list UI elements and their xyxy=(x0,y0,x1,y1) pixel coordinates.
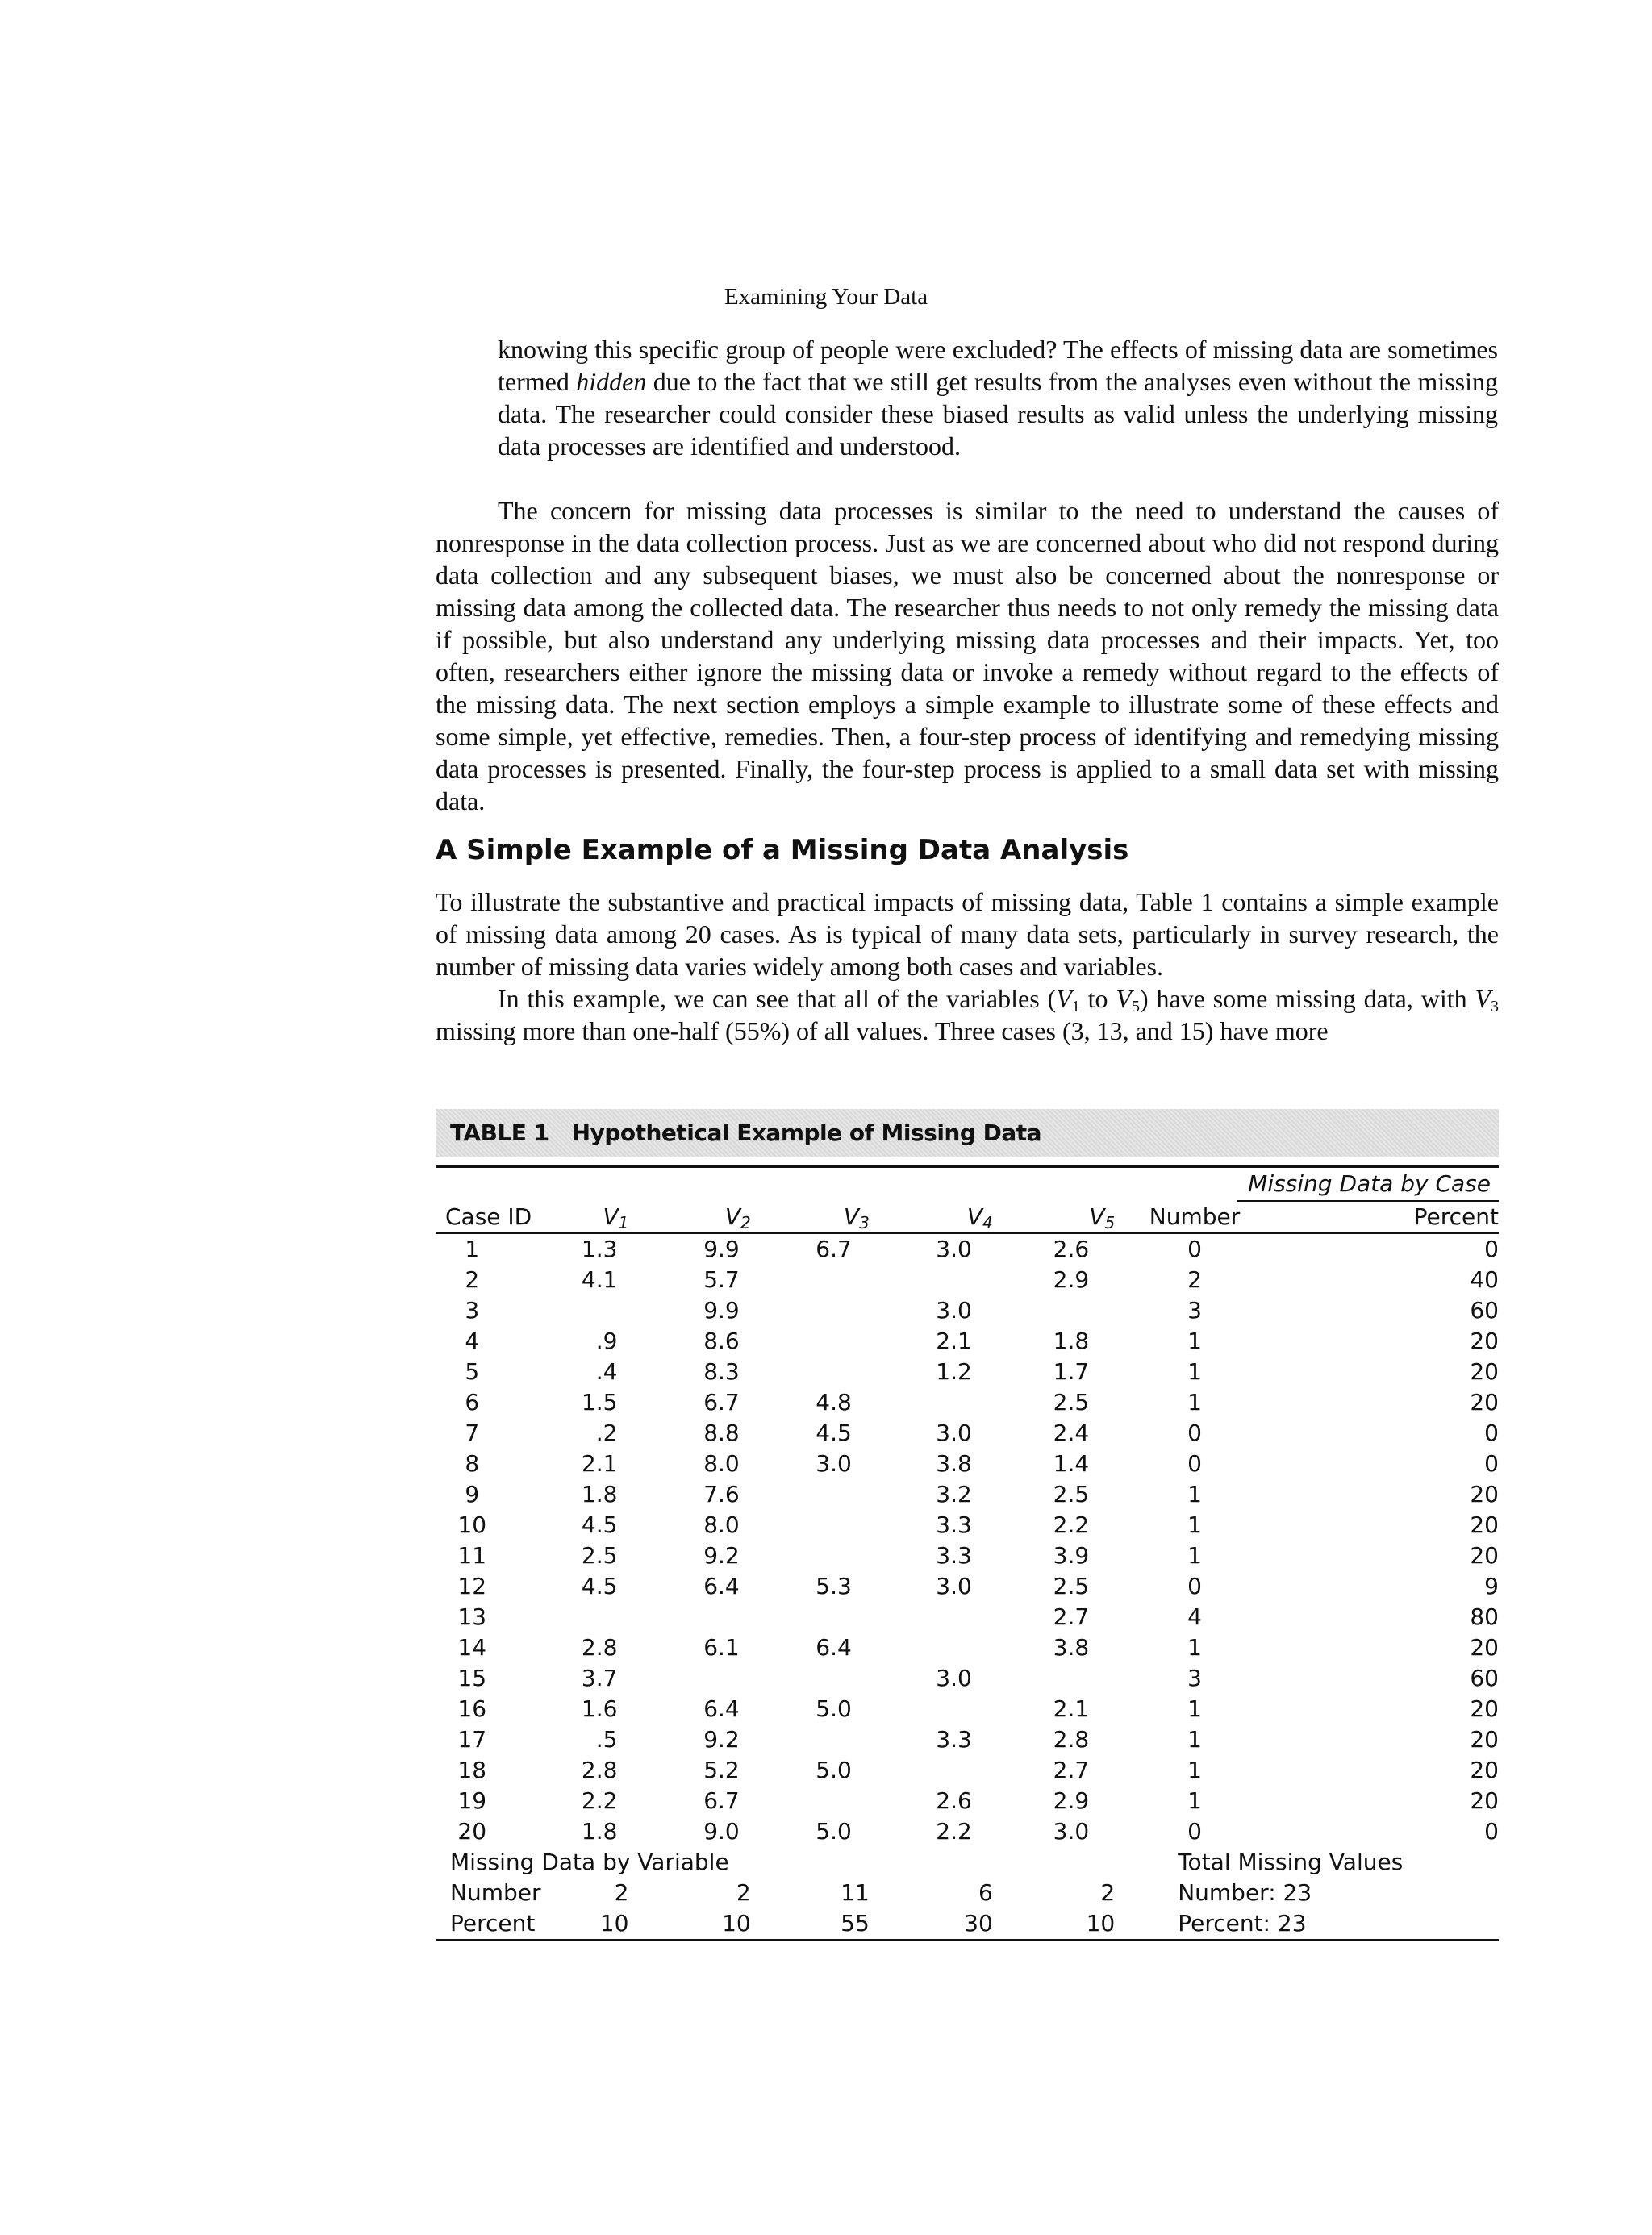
header-percent: Percent xyxy=(1274,1202,1499,1233)
cell-v4 xyxy=(870,1265,993,1295)
summary-number-v3: 11 xyxy=(841,1879,870,1906)
cell-missing-percent: 20 xyxy=(1470,1481,1499,1507)
cell-case-id: 10 xyxy=(457,1512,487,1538)
cell-missing-percent: 20 xyxy=(1470,1757,1499,1783)
cell-missing-number: 1 xyxy=(1187,1389,1202,1416)
cell-v5: 2.9 xyxy=(1053,1787,1090,1814)
cell-v3: 6.7 xyxy=(816,1236,852,1262)
cell-v1: 2.1 xyxy=(581,1450,618,1477)
cell-missing-percent: 60 xyxy=(1470,1297,1499,1324)
cell-v2: 8.6 xyxy=(703,1328,740,1354)
text-run: knowing this specific group of people were excluded? The effects of missing data are sometimes termed xyxy=(498,335,1498,396)
cell-v5: 3.0 xyxy=(1053,1818,1090,1845)
paragraph-example-detail xyxy=(436,982,1499,1047)
cell-v2: 6.7 xyxy=(703,1389,740,1416)
cell-v2: 5.2 xyxy=(703,1757,740,1783)
cell-v3 xyxy=(751,1602,870,1632)
cell-missing-number: 1 xyxy=(1187,1726,1202,1753)
cell-missing-number: 3 xyxy=(1187,1665,1202,1691)
cell-missing-number: 1 xyxy=(1187,1512,1202,1538)
table-header-row xyxy=(436,1202,1499,1233)
cell-v5: 3.8 xyxy=(1053,1634,1090,1661)
text-run: ) have some missing data, with xyxy=(1139,984,1475,1013)
cell-missing-number: 1 xyxy=(1187,1328,1202,1354)
cell-missing-percent: 80 xyxy=(1470,1603,1499,1630)
text-run: to xyxy=(1079,984,1116,1013)
text-run: In this example, we can see that all of the variables ( xyxy=(498,984,1057,1013)
cell-v5: 2.8 xyxy=(1053,1726,1090,1753)
cell-v2 xyxy=(628,1663,750,1694)
header-var-subscript: 1 xyxy=(618,1213,629,1232)
cell-v5: 2.5 xyxy=(1053,1389,1090,1416)
cell-missing-number: 1 xyxy=(1187,1757,1202,1783)
header-v4 xyxy=(870,1202,993,1233)
cell-case-id: 12 xyxy=(457,1573,487,1599)
cell-v2: 9.2 xyxy=(703,1726,740,1753)
cell-v5: 2.5 xyxy=(1053,1481,1090,1507)
header-v1 xyxy=(540,1202,628,1233)
cell-v1: .5 xyxy=(595,1726,618,1753)
cell-v1: 1.8 xyxy=(581,1818,618,1845)
text-run: missing more than one-half (55%) of all values. Three cases (3, 13, and 15) have more xyxy=(436,1016,1329,1045)
cell-case-id: 4 xyxy=(465,1328,480,1354)
cell-case-id: 14 xyxy=(457,1634,487,1661)
cell-v2: 8.0 xyxy=(703,1512,740,1538)
table-spanner-row xyxy=(436,1167,1499,1203)
cell-v4: 3.0 xyxy=(936,1420,972,1446)
cell-case-id: 15 xyxy=(457,1665,487,1691)
table-row xyxy=(436,1233,1499,1265)
cell-v3 xyxy=(751,1479,870,1510)
cell-v5: 1.4 xyxy=(1053,1450,1090,1477)
table-row xyxy=(436,1265,1499,1295)
cell-missing-percent: 20 xyxy=(1470,1634,1499,1661)
table-row xyxy=(436,1326,1499,1357)
cell-v1: 3.7 xyxy=(581,1665,618,1691)
cell-missing-number: 1 xyxy=(1187,1481,1202,1507)
cell-v2: 5.7 xyxy=(703,1266,740,1293)
cell-missing-number: 0 xyxy=(1187,1818,1202,1845)
running-head: Examining Your Data xyxy=(724,284,928,310)
summary-number-row xyxy=(436,1878,1499,1908)
header-var-letter: V xyxy=(603,1203,619,1230)
cell-missing-number: 1 xyxy=(1187,1634,1202,1661)
cell-missing-number: 1 xyxy=(1187,1787,1202,1814)
text-run: due to the fact that we still get results from the analyses even without the missing data. The researcher could consider these biased results as valid unless the underlying missing data processes are identified and understood. xyxy=(498,367,1499,461)
cell-v4 xyxy=(870,1755,993,1786)
cell-v5 xyxy=(993,1295,1115,1326)
cell-v5 xyxy=(993,1663,1115,1694)
cell-v3 xyxy=(751,1357,870,1387)
table-row xyxy=(436,1510,1499,1541)
cell-v4: 3.8 xyxy=(936,1450,972,1477)
table-caption-title: Hypothetical Example of Missing Data xyxy=(571,1120,1042,1146)
cell-case-id: 7 xyxy=(465,1420,480,1446)
header-number: Number xyxy=(1115,1202,1274,1233)
cell-case-id: 3 xyxy=(465,1297,480,1324)
cell-case-id: 1 xyxy=(465,1236,480,1262)
paragraph-missing-data-processes: The concern for missing data processes is similar to the need to understand the causes of nonresponse in the data collection process. Just as we are concerned about who did not respond during data collection and any subsequent biases, we must also be concerned about the nonresponse or missing data among the collected data. The researcher thus needs to not only remedy the missing data if possible, but also understand any underlying missing data processes and their impacts. Yet, too often, researchers either ignore the missing data or invoke a remedy without regard to the effects of the missing data. The next section employs a simple example to illustrate some of these effects and some simple, yet effective, remedies. Then, a four-step process of identifying and remedying missing data processes is presented. Finally, the four-step process is applied to a small data set with missing data. xyxy=(436,496,1499,815)
cell-v1: 4.1 xyxy=(581,1266,618,1293)
paragraph-example-intro: To illustrate the substantive and practical impacts of missing data, Table 1 contains a simple example of missing data among 20 cases. As is typical of many data sets, particularly in survey research, the number of missing data varies widely among both cases and variables. xyxy=(436,887,1499,981)
cell-v5: 2.4 xyxy=(1053,1420,1090,1446)
cell-missing-percent: 20 xyxy=(1470,1328,1499,1354)
cell-v4: 3.3 xyxy=(936,1726,972,1753)
cell-v2: 8.3 xyxy=(703,1358,740,1385)
cell-v4: 3.0 xyxy=(936,1665,972,1691)
cell-v5: 2.7 xyxy=(1053,1603,1090,1630)
table-row xyxy=(436,1541,1499,1571)
cell-v4: 3.0 xyxy=(936,1573,972,1599)
cell-v5: 2.7 xyxy=(1053,1757,1090,1783)
table-row xyxy=(436,1816,1499,1847)
cell-missing-number: 0 xyxy=(1187,1420,1202,1446)
cell-v4: 3.2 xyxy=(936,1481,972,1507)
summary-total-percent: Percent: 23 xyxy=(1178,1910,1307,1937)
cell-missing-number: 0 xyxy=(1187,1573,1202,1599)
table-row xyxy=(436,1755,1499,1786)
emphasis-hidden: hidden xyxy=(576,367,647,396)
cell-v4 xyxy=(870,1694,993,1724)
paragraph-continued xyxy=(498,333,1498,462)
table-row xyxy=(436,1295,1499,1326)
cell-case-id: 5 xyxy=(465,1358,480,1385)
table-row xyxy=(436,1602,1499,1632)
var-subscript: 1 xyxy=(1071,998,1080,1015)
cell-v3: 6.4 xyxy=(816,1634,852,1661)
cell-v5: 1.7 xyxy=(1053,1358,1090,1385)
summary-number-v4: 6 xyxy=(978,1879,993,1906)
cell-v3: 5.0 xyxy=(816,1818,852,1845)
summary-number-v5: 2 xyxy=(1100,1879,1116,1906)
cell-v1: .2 xyxy=(595,1420,618,1446)
table-row xyxy=(436,1418,1499,1449)
cell-v5: 1.8 xyxy=(1053,1328,1090,1354)
cell-missing-percent: 20 xyxy=(1470,1787,1499,1814)
cell-case-id: 16 xyxy=(457,1695,487,1722)
cell-v1: 2.8 xyxy=(581,1634,618,1661)
cell-v2: 8.0 xyxy=(703,1450,740,1477)
cell-v3: 4.5 xyxy=(816,1420,852,1446)
cell-v2: 9.0 xyxy=(703,1818,740,1845)
cell-v2: 9.9 xyxy=(703,1297,740,1324)
cell-missing-number: 0 xyxy=(1187,1236,1202,1262)
cell-v3 xyxy=(751,1786,870,1816)
cell-missing-percent: 20 xyxy=(1470,1695,1499,1722)
cell-v1: .4 xyxy=(595,1358,618,1385)
table-body xyxy=(436,1233,1499,1847)
header-var-subscript: 5 xyxy=(1104,1213,1116,1232)
summary-percent-v4: 30 xyxy=(964,1910,993,1937)
section-heading: A Simple Example of a Missing Data Analysis xyxy=(436,834,1129,866)
var-v: V xyxy=(1056,984,1072,1013)
cell-missing-number: 1 xyxy=(1187,1542,1202,1569)
cell-v4: 2.6 xyxy=(936,1787,972,1814)
cell-v2: 6.4 xyxy=(703,1573,740,1599)
cell-v3: 5.0 xyxy=(816,1757,852,1783)
cell-v4: 2.2 xyxy=(936,1818,972,1845)
cell-v1: 1.5 xyxy=(581,1389,618,1416)
cell-v1: 1.3 xyxy=(581,1236,618,1262)
header-var-subscript: 2 xyxy=(740,1213,751,1232)
table-caption-number: TABLE 1 xyxy=(450,1120,549,1146)
cell-case-id: 11 xyxy=(457,1542,487,1569)
cell-case-id: 19 xyxy=(457,1787,487,1814)
cell-v4 xyxy=(870,1387,993,1418)
summary-total-label: Total Missing Values xyxy=(1178,1849,1404,1875)
missing-data-table xyxy=(436,1165,1499,1941)
summary-number-v1: 2 xyxy=(614,1879,629,1906)
header-var-subscript: 3 xyxy=(859,1213,870,1232)
summary-total-number: Number: 23 xyxy=(1178,1879,1312,1906)
cell-missing-percent: 40 xyxy=(1470,1266,1499,1293)
summary-percent-v1: 10 xyxy=(599,1910,629,1937)
cell-missing-percent: 0 xyxy=(1484,1818,1499,1845)
cell-v5: 2.1 xyxy=(1053,1695,1090,1722)
cell-v3 xyxy=(751,1541,870,1571)
cell-missing-percent: 20 xyxy=(1470,1726,1499,1753)
cell-v1: 4.5 xyxy=(581,1512,618,1538)
cell-v5: 2.2 xyxy=(1053,1512,1090,1538)
header-case-id: Case ID xyxy=(436,1202,540,1233)
table-row xyxy=(436,1632,1499,1663)
cell-v3: 3.0 xyxy=(816,1450,852,1477)
table-row xyxy=(436,1479,1499,1510)
cell-v1: 2.2 xyxy=(581,1787,618,1814)
cell-missing-percent: 20 xyxy=(1470,1358,1499,1385)
summary-percent-v3: 55 xyxy=(841,1910,870,1937)
table-row xyxy=(436,1449,1499,1479)
cell-case-id: 18 xyxy=(457,1757,487,1783)
cell-v3: 5.3 xyxy=(816,1573,852,1599)
cell-missing-percent: 0 xyxy=(1484,1236,1499,1262)
cell-v3 xyxy=(751,1326,870,1357)
header-v2 xyxy=(628,1202,750,1233)
cell-v3: 4.8 xyxy=(816,1389,852,1416)
cell-missing-percent: 9 xyxy=(1484,1573,1499,1599)
table-row xyxy=(436,1387,1499,1418)
var-subscript: 5 xyxy=(1131,998,1140,1015)
cell-missing-number: 3 xyxy=(1187,1297,1202,1324)
cell-missing-percent: 20 xyxy=(1470,1389,1499,1416)
cell-case-id: 6 xyxy=(465,1389,480,1416)
header-var-subscript: 4 xyxy=(982,1213,993,1232)
cell-v2: 9.2 xyxy=(703,1542,740,1569)
cell-case-id: 20 xyxy=(457,1818,487,1845)
cell-v5: 2.6 xyxy=(1053,1236,1090,1262)
cell-v1: 2.8 xyxy=(581,1757,618,1783)
table-row xyxy=(436,1571,1499,1602)
cell-missing-percent: 60 xyxy=(1470,1665,1499,1691)
summary-by-variable-label: Missing Data by Variable xyxy=(450,1849,729,1875)
cell-v2: 7.6 xyxy=(703,1481,740,1507)
var-v: V xyxy=(1475,984,1491,1013)
cell-v3 xyxy=(751,1663,870,1694)
table-row xyxy=(436,1724,1499,1755)
summary-percent-v2: 10 xyxy=(722,1910,751,1937)
cell-missing-number: 2 xyxy=(1187,1266,1202,1293)
cell-v1: .9 xyxy=(595,1328,618,1354)
summary-percent-label: Percent xyxy=(450,1910,536,1937)
cell-v4 xyxy=(870,1632,993,1663)
cell-v2 xyxy=(628,1602,750,1632)
cell-v3 xyxy=(751,1265,870,1295)
cell-v1: 4.5 xyxy=(581,1573,618,1599)
cell-missing-percent: 0 xyxy=(1484,1420,1499,1446)
cell-v1 xyxy=(540,1602,628,1632)
cell-v4: 3.0 xyxy=(936,1297,972,1324)
cell-missing-number: 4 xyxy=(1187,1603,1202,1630)
var-subscript: 3 xyxy=(1491,998,1500,1015)
cell-missing-number: 1 xyxy=(1187,1695,1202,1722)
cell-missing-number: 0 xyxy=(1187,1450,1202,1477)
cell-case-id: 17 xyxy=(457,1726,487,1753)
table-row xyxy=(436,1357,1499,1387)
cell-missing-percent: 0 xyxy=(1484,1450,1499,1477)
cell-v2: 6.4 xyxy=(703,1695,740,1722)
cell-v2: 6.1 xyxy=(703,1634,740,1661)
table-caption xyxy=(436,1109,1499,1157)
cell-v2: 8.8 xyxy=(703,1420,740,1446)
cell-v3: 5.0 xyxy=(816,1695,852,1722)
cell-missing-number: 1 xyxy=(1187,1358,1202,1385)
cell-v4: 1.2 xyxy=(936,1358,972,1385)
cell-case-id: 13 xyxy=(457,1603,487,1630)
cell-v4 xyxy=(870,1602,993,1632)
header-v3 xyxy=(751,1202,870,1233)
cell-v4: 2.1 xyxy=(936,1328,972,1354)
summary-number-v2: 2 xyxy=(736,1879,751,1906)
cell-missing-percent: 20 xyxy=(1470,1512,1499,1538)
table-row xyxy=(436,1663,1499,1694)
cell-case-id: 8 xyxy=(465,1450,480,1477)
cell-v2: 9.9 xyxy=(703,1236,740,1262)
cell-case-id: 9 xyxy=(465,1481,480,1507)
header-var-letter: V xyxy=(966,1203,983,1230)
cell-v3 xyxy=(751,1510,870,1541)
cell-v3 xyxy=(751,1295,870,1326)
cell-v5: 2.5 xyxy=(1053,1573,1090,1599)
table-row xyxy=(436,1786,1499,1816)
spanner-missing-by-case: Missing Data by Case xyxy=(1237,1168,1499,1202)
cell-v2: 6.7 xyxy=(703,1787,740,1814)
header-var-letter: V xyxy=(724,1203,740,1230)
table-row xyxy=(436,1694,1499,1724)
cell-v1: 1.8 xyxy=(581,1481,618,1507)
table-summary xyxy=(436,1847,1499,1941)
summary-label-row xyxy=(436,1847,1499,1878)
var-v: V xyxy=(1116,984,1132,1013)
header-v5 xyxy=(993,1202,1115,1233)
cell-v4: 3.3 xyxy=(936,1542,972,1569)
summary-number-label: Number xyxy=(450,1879,541,1906)
summary-percent-row xyxy=(436,1908,1499,1941)
cell-v1: 2.5 xyxy=(581,1542,618,1569)
cell-v1: 1.6 xyxy=(581,1695,618,1722)
header-var-letter: V xyxy=(843,1203,860,1230)
cell-case-id: 2 xyxy=(465,1266,480,1293)
cell-v4: 3.0 xyxy=(936,1236,972,1262)
cell-missing-percent: 20 xyxy=(1470,1542,1499,1569)
cell-v5: 2.9 xyxy=(1053,1266,1090,1293)
cell-v3 xyxy=(751,1724,870,1755)
header-var-letter: V xyxy=(1089,1203,1105,1230)
cell-v5: 3.9 xyxy=(1053,1542,1090,1569)
cell-v4: 3.3 xyxy=(936,1512,972,1538)
summary-percent-v5: 10 xyxy=(1086,1910,1116,1937)
cell-v1 xyxy=(540,1295,628,1326)
